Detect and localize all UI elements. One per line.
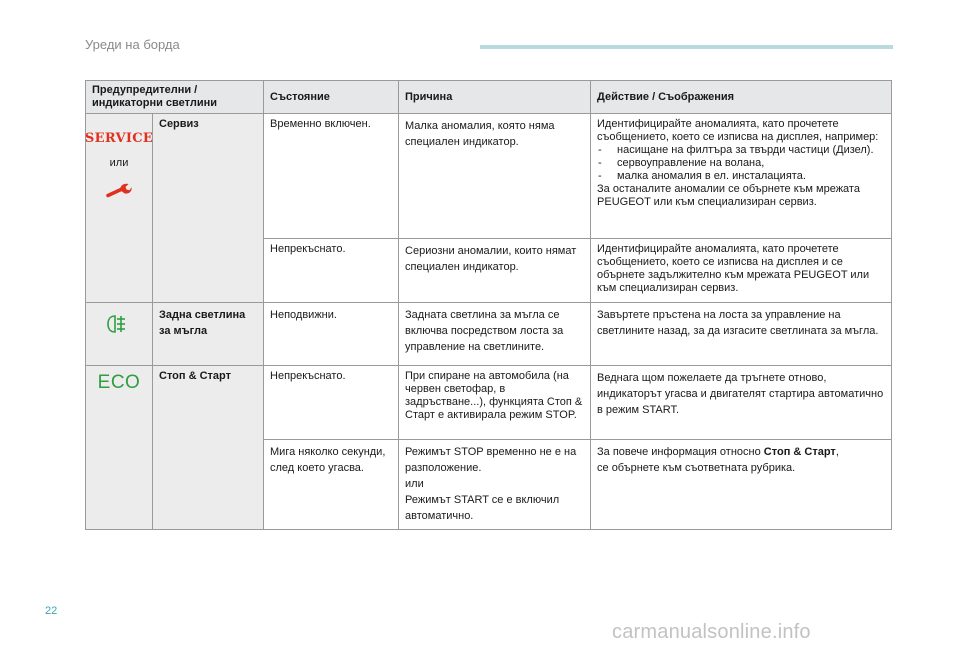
eco-action-line1 (597, 444, 885, 460)
page-number: 22 (45, 605, 58, 617)
list-item: - сервоуправление на волана, (597, 157, 885, 170)
eco-action-bold: Стоп & Старт (763, 446, 836, 458)
table-header-row (86, 81, 892, 114)
eco-action-line2: се обърнете към съответната рубрика. (597, 462, 796, 474)
eco-action-1: Веднага щом пожелаете да тръгнете отново, индикаторът угасва и двигателят стартира автоматично в режим START. (591, 366, 892, 440)
eco-action-2 (591, 440, 892, 530)
service-icon: SERVICE (84, 131, 154, 146)
service-icon-cell (86, 114, 153, 303)
eco-name: Стоп & Старт (153, 366, 264, 530)
header-rule (480, 45, 893, 49)
service-action-intro: Идентифицирайте аномалията, като прочетете съобщението, което се изписва на дисплея, например: (597, 118, 879, 143)
fog-name: Задна светлина за мъгла (153, 303, 264, 366)
rear-fog-light-icon (106, 326, 132, 338)
eco-icon-cell (86, 366, 153, 530)
eco-state-2: Мига няколко секунди, след което угасва. (264, 440, 399, 530)
list-item: - малка аномалия в ел. инсталацията. (597, 170, 885, 183)
section-title: Уреди на борда (85, 37, 180, 52)
fog-state: Неподвижни. (264, 303, 399, 366)
table-row (86, 303, 892, 366)
service-action-2: Идентифицирайте аномалията, като прочетете съобщението, което се изписва на дисплея и се обърнете задължително към мрежата PEUGEOT или към специализиран сервиз. (591, 239, 892, 303)
service-action-1 (591, 114, 892, 239)
eco-cause-1: При спиране на автомобила (на червен светофар, в задръстване...), функцията Стоп & Старт е активирала режим STOP. (399, 366, 591, 440)
fog-cause: Задната светлина за мъгла се включва посредством лоста за управление на светлините. (399, 303, 591, 366)
service-state-1: Временно включен. (264, 114, 399, 239)
eco-cause-2 (399, 440, 591, 530)
service-cause-1: Малка аномалия, която няма специален индикатор. (399, 114, 591, 239)
column-header-lights: Предупредителни / индикаторни светлини (86, 81, 264, 114)
or-label: или (109, 157, 129, 169)
table-row (86, 366, 892, 440)
service-action-list (597, 144, 885, 183)
service-action-outro: За останалите аномалии се обърнете към мрежата PEUGEOT или към специализиран сервиз. (597, 183, 860, 208)
watermark: carmanualsonline.info (612, 621, 811, 643)
service-name: Сервиз (153, 114, 264, 303)
table-row (86, 114, 892, 239)
column-header-cause: Причина (399, 81, 591, 114)
eco-icon: ECO (97, 372, 141, 393)
fog-icon-cell (86, 303, 153, 366)
eco-cause-or: или (405, 478, 424, 490)
warning-lights-table (85, 80, 892, 530)
eco-action-pre: За повече информация относно (597, 446, 764, 458)
service-cause-2: Сериозни аномалии, които нямат специален индикатор. (399, 239, 591, 303)
wrench-icon (106, 182, 132, 202)
service-state-2: Непрекъснато. (264, 239, 399, 303)
list-item: - насищане на филтъра за твърди частици (Дизел). (597, 144, 885, 157)
eco-cause-line1: Режимът STOP временно не е на разположение. (405, 446, 577, 474)
eco-state-1: Непрекъснато. (264, 366, 399, 440)
eco-cause-line2: Режимът START се е включил автоматично. (405, 494, 560, 522)
column-header-action: Действие / Съображения (591, 81, 892, 114)
eco-action-post: , (835, 446, 839, 458)
column-header-state: Състояние (264, 81, 399, 114)
fog-action: Завъртете пръстена на лоста за управление на светлините назад, за да изгасите светлината за мъгла. (591, 303, 892, 366)
